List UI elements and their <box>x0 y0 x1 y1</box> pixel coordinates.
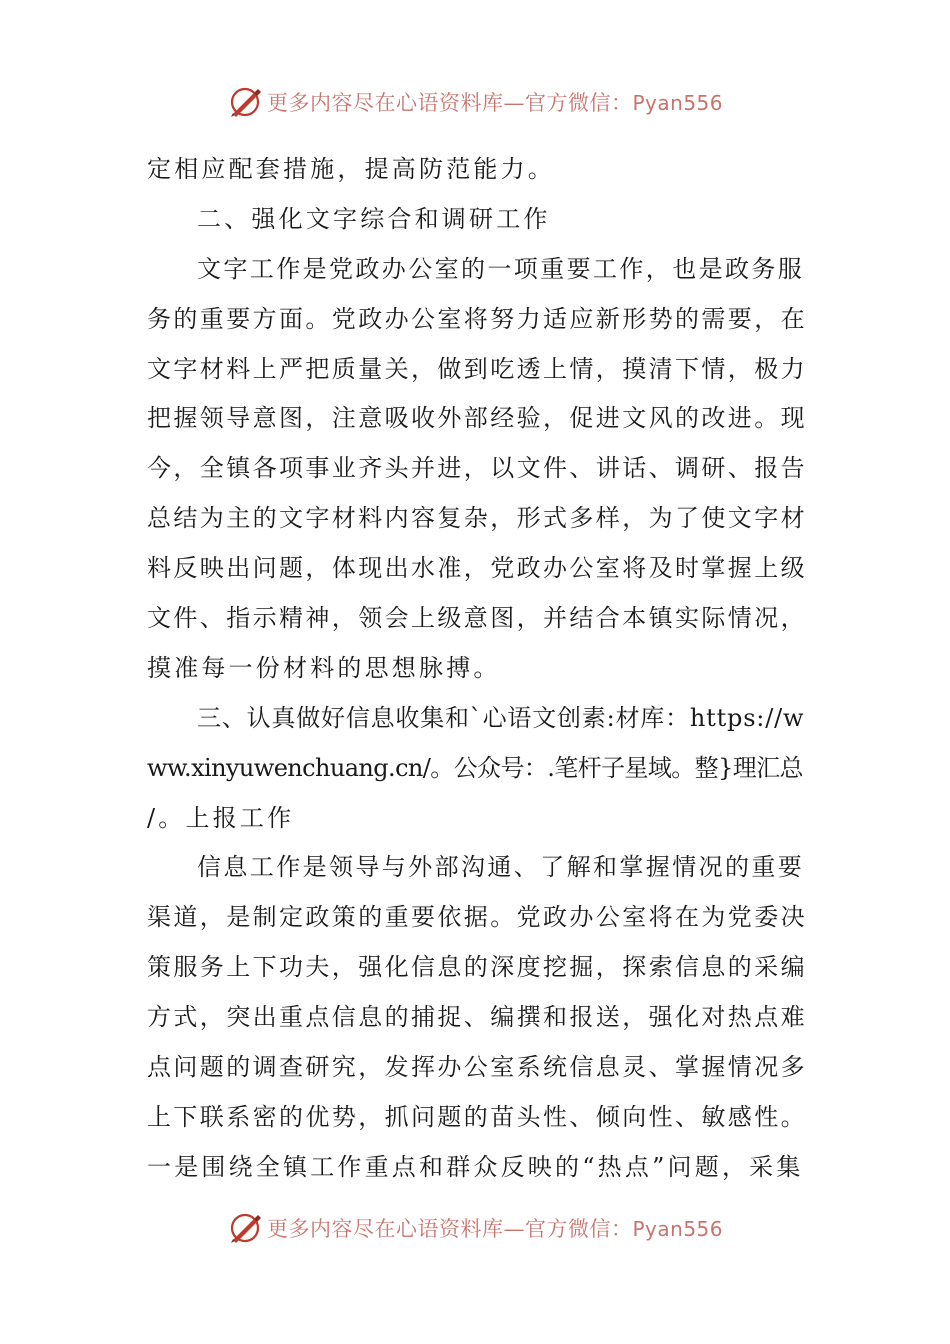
banner-text: 更多内容尽在心语资料库—官方微信：Pyan556 <box>266 91 723 115</box>
text-line: 二、强化文字综合和调研工作 <box>197 204 551 233</box>
text-line: 料反映出问题，体现出水准，党政办公室将及时掌握上级 <box>147 554 807 583</box>
text-line: 信息工作是领导与外部沟通、了解和掌握情况的重要 <box>197 853 805 882</box>
text-line: 今，全镇各项事业齐头并进，以文件、讲话、调研、报告 <box>147 454 807 483</box>
text-line: 渠道，是制定政策的重要依据。党政办公室将在为党委决 <box>147 903 807 932</box>
text-line: 一是围绕全镇工作重点和群众反映的“热点”问题，采集 <box>147 1152 804 1181</box>
text-line: 点问题的调查研究，发挥办公室系统信息灵、掌握情况多 <box>147 1053 807 1082</box>
text-line: 摸准每一份材料的思想脉搏。 <box>147 653 501 682</box>
text-line: 上下联系密的优势，抓问题的苗头性、倾向性、敏感性。 <box>147 1102 807 1131</box>
text-line: ww.xinyuwenchuang.cn/。公众号：.笔杆子星域。整}理汇总 <box>147 753 803 782</box>
header-watermark-banner <box>0 82 950 122</box>
document-body <box>147 145 807 1193</box>
text-line: 策服务上下功夫，强化信息的深度挖掘，探索信息的采编 <box>147 953 807 982</box>
pen-logo-icon <box>227 84 263 120</box>
text-line: 文字材料上严把质量关，做到吃透上情，摸清下情，极力 <box>147 354 807 383</box>
text-line: 定相应配套措施，提高防范能力。 <box>147 155 555 183</box>
text-line: 总结为主的文字材料内容复杂，形式多样，为了使文字材 <box>147 504 807 533</box>
text-line: 方式，突出重点信息的捕捉、编撰和报送，强化对热点难 <box>147 1003 807 1032</box>
banner-text: 更多内容尽在心语资料库—官方微信：Pyan556 <box>266 1217 723 1241</box>
footer-watermark-banner <box>0 1208 950 1248</box>
text-line: 务的重要方面。党政办公室将努力适应新形势的需要，在 <box>147 304 807 333</box>
text-line: 三、认真做好信息收集和`心语文创素:材库：https://w <box>197 703 805 732</box>
text-line: 把握领导意图，注意吸收外部经验，促进文风的改进。现 <box>147 404 807 433</box>
pen-logo-icon <box>227 1210 263 1246</box>
text-line: 文字工作是党政办公室的一项重要工作，也是政务服 <box>197 254 805 283</box>
text-line: 文件、指示精神，领会上级意图，并结合本镇实际情况， <box>147 604 807 633</box>
text-line: /。上报工作 <box>147 803 295 832</box>
